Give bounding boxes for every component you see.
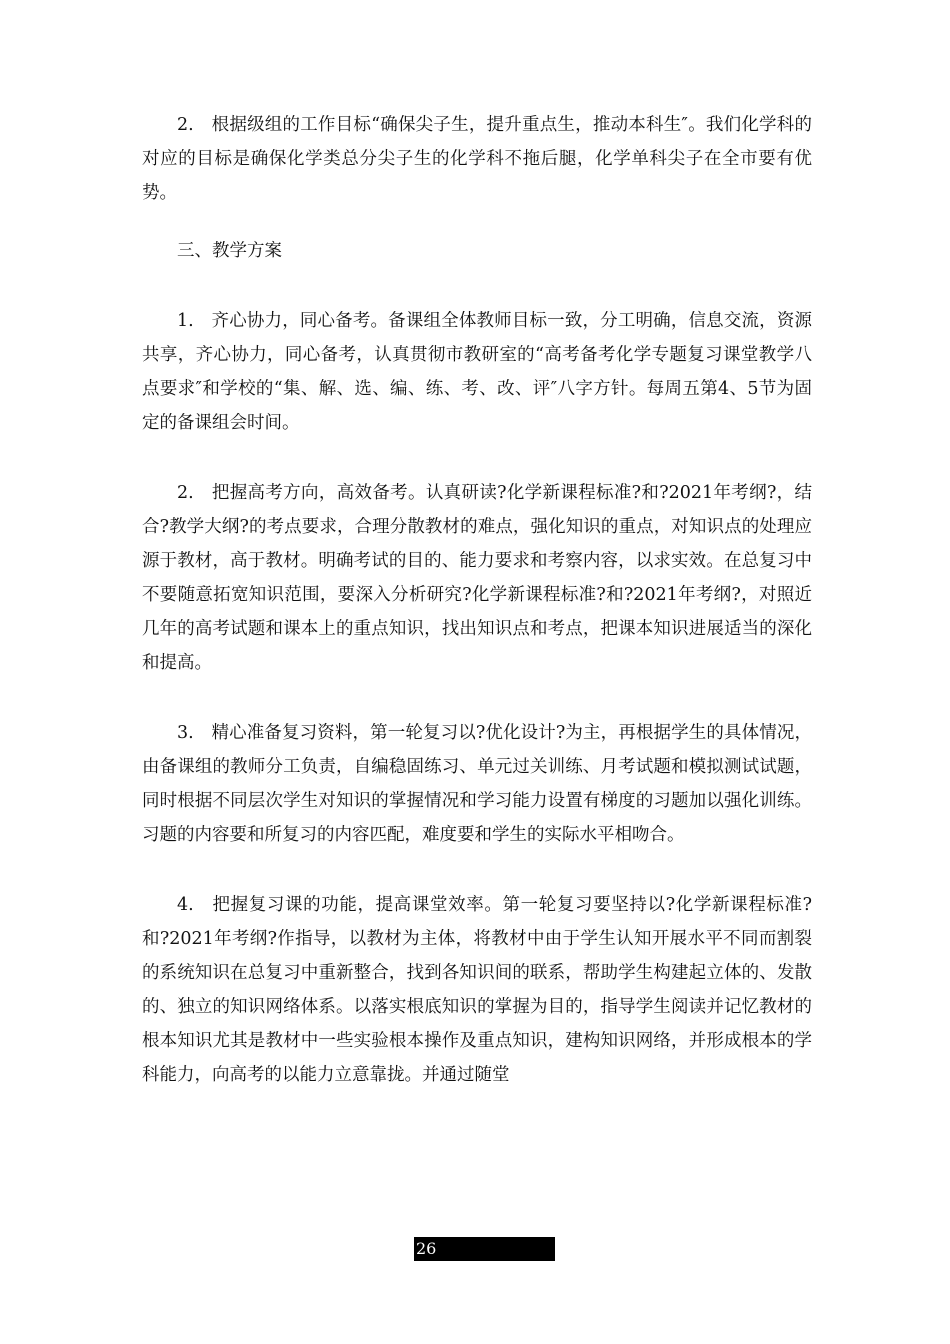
- paragraph-plan-4: 4. 把握复习课的功能，提高课堂效率。第一轮复习要坚持以?化学新课程标准?和?2021年考纲?作指导，以教材为主体，将教材中由于学生认知开展水平不同而割裂的系统知识在总复习中重新整合，找到各知识间的联系，帮助学生构建起立体的、发散的、独立的知识网络体系。以落实根底知识的掌握为目的，指导学生阅读并记忆教材的根本知识尤其是教材中一些实验根本操作及重点知识，建构知识网络，并形成根本的学科能力，向高考的以能力立意靠拢。并通过随堂: [142, 895, 812, 1085]
- paragraph-goal-2: 2. 根据级组的工作目标“确保尖子生，提升重点生，推动本科生″。我们化学科的对应的目标是确保化学类总分尖子生的化学科不拖后腿，化学单科尖子在全市要有优势。: [142, 115, 812, 203]
- paragraph-plan-3: 3. 精心准备复习资料，第一轮复习以?优化设计?为主，再根据学生的具体情况，由备课组的教师分工负责，自编稳固练习、单元过关训练、月考试题和模拟测试试题，同时根据不同层次学生对知识的掌握情况和学习能力设置有梯度的习题加以强化训练。习题的内容要和所复习的内容匹配，难度要和学生的实际水平相吻合。: [142, 723, 812, 845]
- paragraph-plan-1: 1. 齐心协力，同心备考。备课组全体教师目标一致，分工明确，信息交流，资源共享，齐心协力，同心备考，认真贯彻市教研室的“高考备考化学专题复习课堂教学八点要求″和学校的“集、解、选、编、练、考、改、评″八字方针。每周五第4、5节为固定的备课组会时间。: [142, 311, 812, 433]
- document-body: [142, 108, 812, 1092]
- page-number: 26: [414, 1237, 555, 1261]
- paragraph-plan-2: 2. 把握高考方向，高效备考。认真研读?化学新课程标准?和?2021年考纲?，结合?教学大纲?的考点要求，合理分散教材的难点，强化知识的重点，对知识点的处理应源于教材，高于教材。明确考试的目的、能力要求和考察内容，以求实效。在总复习中不要随意拓宽知识范围，要深入分析研究?化学新课程标准?和?2021年考纲?，对照近几年的高考试题和课本上的重点知识，找出知识点和考点，把课本知识进展适当的深化和提高。: [142, 483, 812, 673]
- section-heading-teaching-plan: 三、教学方案: [177, 241, 282, 261]
